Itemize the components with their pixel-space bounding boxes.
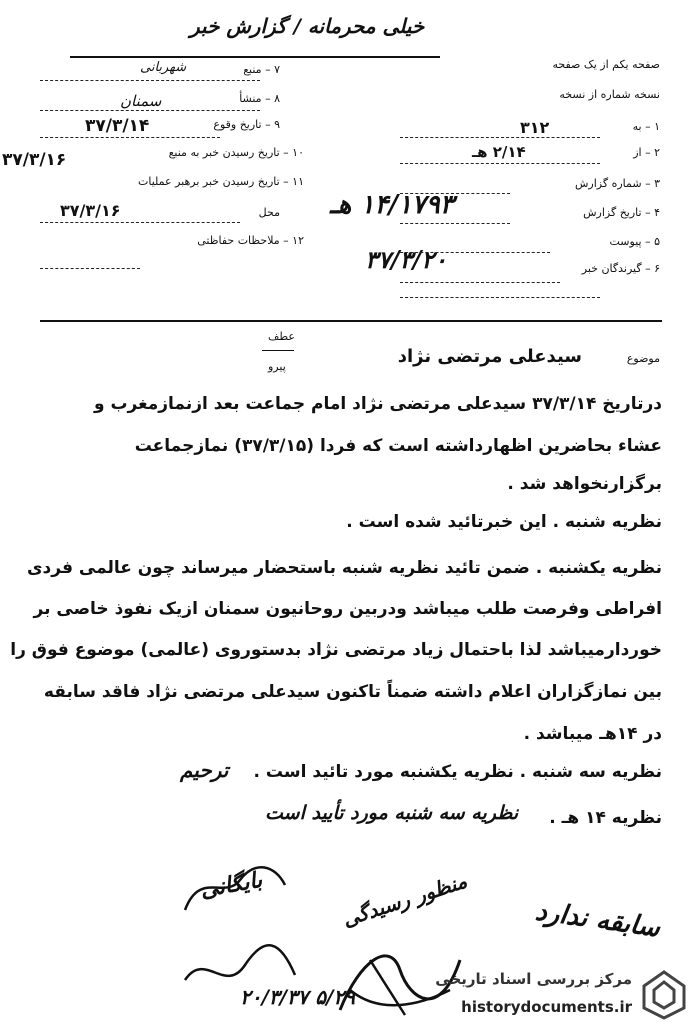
body-line: بین نمازگزاران اعلام داشته ضمناً تاکنون سیدعلی مرتضی نژاد فاقد سابقه [43,682,662,702]
dotted-line [400,137,600,138]
field-occurrence-date-value: ۳۷/۳/۱۴ [85,116,150,136]
field-from-label: ۲ – از [633,146,660,159]
page-info: صفحه یکم از یک صفحه [552,58,660,71]
body-line: نظریه یکشنبه . ضمن تائید نظریه شنبه باستحضار میرساند چون عالمی فردی [26,558,662,578]
body-line: خوردارمیباشد لذا باحتمال زیاد مرتضی نژاد بدستوروی (عالمی) موضوع فوق را [10,640,662,660]
subject-value: سیدعلی مرتضی نژاد [397,346,582,367]
field-origin-value: سمنان [120,92,162,110]
field-arrival-source-label: ۱۰ – تاریخ رسیدن خبر به منبع [168,146,304,159]
handwritten-bottom-numbers: ۲۰/۳/۳۷ ۵/۲۹ [240,985,355,1009]
watermark-logo-icon [636,966,692,1022]
handwritten-note-14: نظریه سه شنبه مورد تأیید است [265,802,519,824]
dotted-line [40,137,220,138]
dotted-line [40,222,240,223]
watermark [435,960,694,1030]
dotted-line [400,163,600,164]
body-line: نظریه سه شنبه . نظریه یکشنبه مورد تائید است . [253,762,662,782]
atf-label: عطف [268,330,295,343]
watermark-org: مرکز بررسی اسناد تاریخی [435,970,632,988]
field-attachment-label: ۵ – پیوست [609,235,660,248]
field-arrival-source-value: ۳۷/۳/۱۶ [2,150,67,170]
signature-scribble [180,920,300,1010]
dotted-line [400,223,510,224]
dotted-line [400,193,510,194]
body-line: نظریه ۱۴ هـ . [549,808,662,828]
title-underline [70,56,440,58]
field-to-label: ۱ – به [632,120,660,133]
body-line: درتاریخ ۳۷/۳/۱۴ سیدعلی مرتضی نژاد امام جماعت بعد ازنمازمغرب و [93,394,662,414]
dotted-line [400,282,560,283]
dotted-line [40,80,260,81]
document-title: خیلی محرمانه / گزارش خبر [190,14,425,38]
handwritten-tuesday-note: ترحیم [180,758,229,782]
field-source-value: شهربانی [140,60,187,75]
field-arrival-ops-label: ۱۱ – تاریخ رسیدن خبر برهبر عملیات [138,175,304,188]
subject-label: موضوع [626,352,660,365]
watermark-site: historydocuments.ir [461,998,632,1016]
field-place-label: محل [258,206,280,219]
dotted-line [400,297,600,298]
field-security-notes-label: ۱۲ – ملاحظات حفاظتی [197,234,304,247]
dotted-line [40,110,260,111]
field-report-date-value: ۳۷/۳/۲۰ [365,245,447,274]
header-separator [40,320,662,322]
body-line: نظریه شنبه . این خبرتائید شده است . [346,512,662,532]
field-place-value: ۳۷/۳/۱۶ [60,201,121,220]
field-origin-label: ۸ – منشأ [239,92,280,105]
copy-info: نسخه شماره از نسخه [559,88,660,101]
body-line: در ۱۴هـ میباشد . [523,724,662,744]
field-source-label: ۷ – منبع [243,63,280,76]
field-recipients-label: ۶ – گیرندگان خبر [581,262,660,275]
field-report-number-value: ۱۴/۱۷۹۳ هـ [330,190,454,220]
field-occurrence-date-label: ۹ – تاریخ وقوع [213,118,280,131]
body-line: افراطی وفرصت طلب میباشد ودربین روحانیون سمنان ازیک نفوذ خاصی بر [33,599,662,619]
body-line: عشاء بحاضرین اظهارداشته است که فردا (۳۷/۳/۱۵) نمازجماعت [134,436,662,456]
dotted-line [40,268,140,269]
piro-label: پیرو [268,360,286,373]
dotted-line [400,252,550,253]
handwritten-sig-right: سابقه ندارد [533,896,662,944]
field-from-value: ۲/۱۴ هـ [472,143,526,161]
field-report-date-label: ۴ – تاریخ گزارش [583,206,660,219]
handwritten-sig-middle: منظور رسیدگی [339,868,470,932]
field-to-value: ۳۱۲ [520,118,550,137]
handwritten-sig-left: بایگانی [198,866,265,904]
field-report-number-label: ۳ – شماره گزارش [574,177,660,190]
atf-divider [262,350,294,351]
body-line: برگزارنخواهد شد . [507,474,662,494]
signature-scribble [180,860,290,920]
